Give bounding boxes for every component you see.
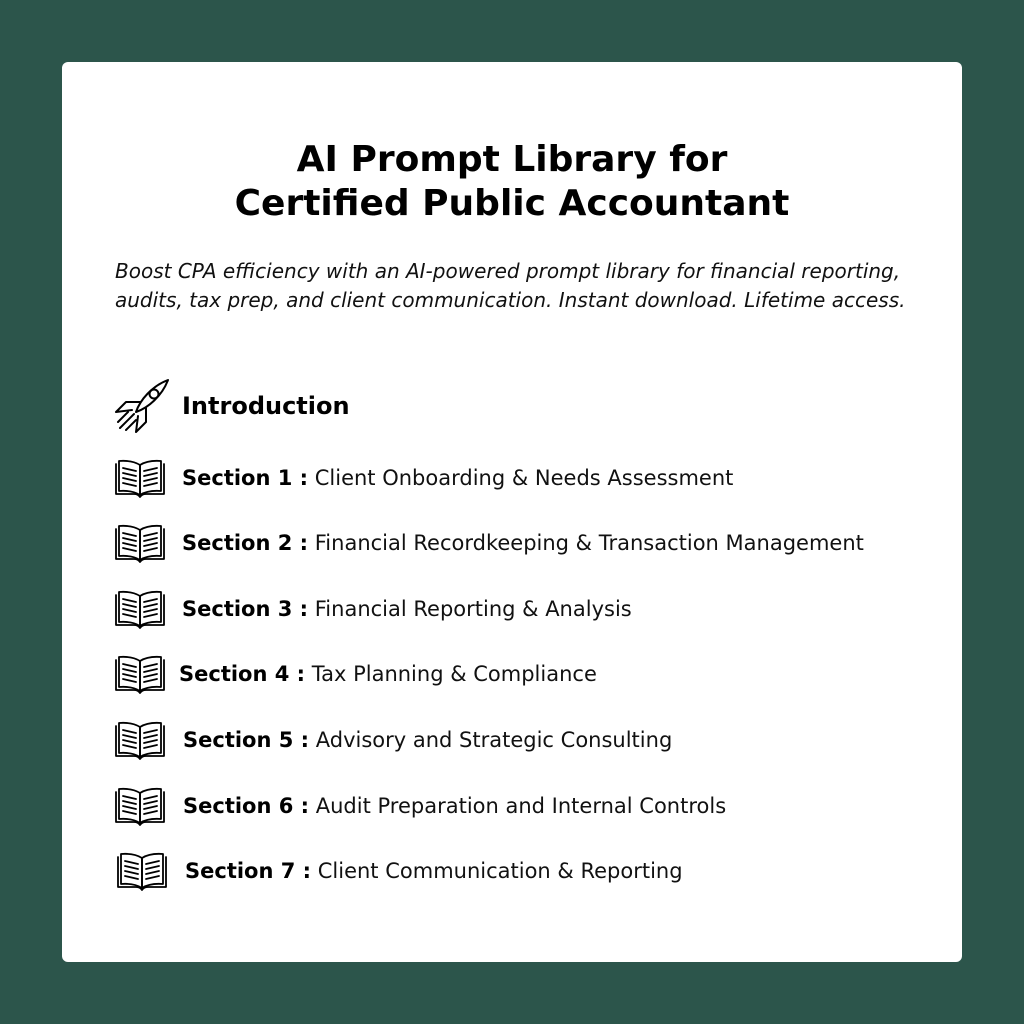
section-number: Section 7 : <box>185 859 312 883</box>
section-text-1 <box>182 466 733 490</box>
section-text-7 <box>185 859 683 883</box>
section-title: Client Onboarding & Needs Assessment <box>314 466 734 490</box>
title-line-1: AI Prompt Library for <box>296 139 728 180</box>
open-book-icon <box>114 720 166 760</box>
section-text-5 <box>183 728 672 752</box>
section-number: Section 1 : <box>182 466 309 490</box>
section-title: Client Communication & Reporting <box>317 859 683 883</box>
section-title: Financial Recordkeeping & Transaction Management <box>314 531 864 555</box>
open-book-icon <box>114 589 166 629</box>
section-text-2 <box>182 531 864 555</box>
open-book-icon <box>114 786 166 826</box>
section-number: Section 3 : <box>182 597 309 621</box>
open-book-icon <box>116 851 168 891</box>
section-item-1 <box>114 457 733 499</box>
section-number: Section 6 : <box>183 794 310 818</box>
section-item-4 <box>114 653 597 695</box>
open-book-icon <box>114 523 166 563</box>
section-item-7 <box>116 850 683 892</box>
section-title: Advisory and Strategic Consulting <box>315 728 673 752</box>
section-number: Section 2 : <box>182 531 309 555</box>
description: Boost CPA efficiency with an AI-powered prompt library for financial reporting, audits, tax prep, and client communication. Instant download. Lifetime access. <box>115 259 906 312</box>
section-item-3 <box>114 588 632 630</box>
page-title <box>62 138 962 226</box>
open-book-icon <box>114 654 166 694</box>
section-item-5 <box>114 719 672 761</box>
rocket-icon <box>114 378 170 434</box>
section-item-2 <box>114 522 864 564</box>
section-text-6 <box>183 794 726 818</box>
section-number: Section 4 : <box>179 662 306 686</box>
section-title: Tax Planning & Compliance <box>311 662 597 686</box>
title-line-2: Certified Public Accountant <box>234 183 790 224</box>
section-text-4 <box>179 662 597 686</box>
open-book-icon <box>114 458 166 498</box>
content-card <box>62 62 962 962</box>
introduction-item <box>114 378 350 434</box>
section-title: Financial Reporting & Analysis <box>314 597 632 621</box>
introduction-label: Introduction <box>182 392 350 420</box>
section-item-6 <box>114 785 726 827</box>
section-title: Audit Preparation and Internal Controls <box>315 794 727 818</box>
section-number: Section 5 : <box>183 728 310 752</box>
section-text-3 <box>182 597 632 621</box>
